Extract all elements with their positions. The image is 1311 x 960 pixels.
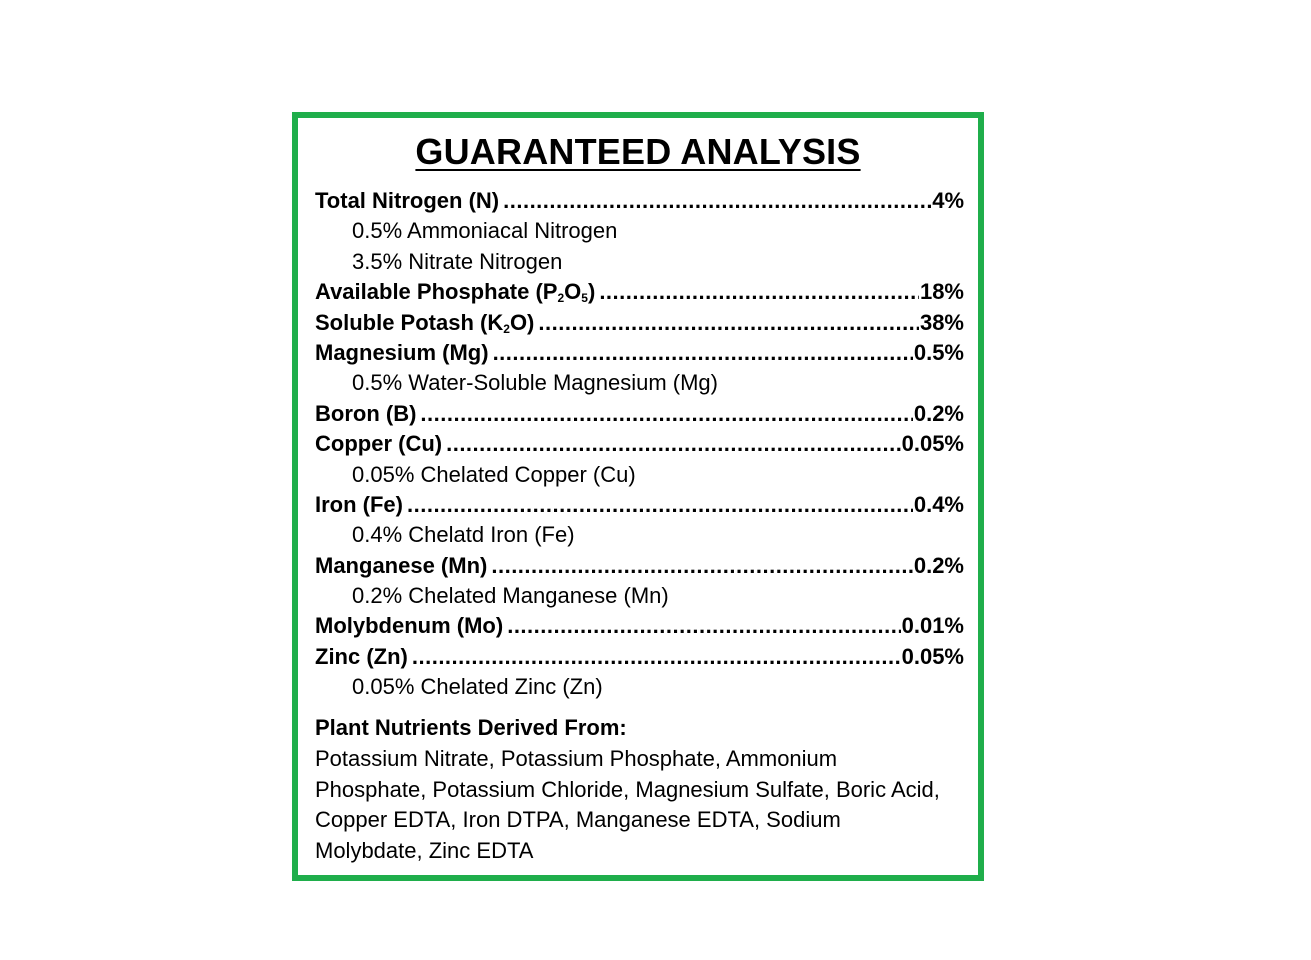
row-name: Total Nitrogen (N) (315, 188, 500, 213)
row-value: 0.01% (901, 613, 964, 639)
row-iron (315, 490, 964, 520)
row-molybdenum (315, 611, 964, 641)
row-value: 0.4% (913, 491, 964, 517)
row-name: Magnesium (Mg) (315, 339, 489, 365)
row-name: Boron (B) (315, 400, 417, 426)
sub-water-soluble-magnesium: 0.5% Water-Soluble Magnesium (Mg) (352, 370, 718, 396)
dot-leader (407, 490, 913, 520)
row-value: 0.05% (901, 643, 964, 669)
guaranteed-analysis-label (292, 112, 984, 881)
derived-from-heading: Plant Nutrients Derived From: (315, 715, 627, 740)
row-value: 0.2% (913, 552, 964, 578)
sub-chelated-copper: 0.05% Chelated Copper (Cu) (352, 461, 636, 487)
row-value: 4% (932, 188, 964, 213)
row-available-phosphate (315, 277, 964, 307)
dot-leader (446, 429, 901, 459)
row-name: Manganese (Mn) (315, 552, 488, 578)
row-value: 0.2% (913, 400, 964, 426)
row-zinc (315, 642, 964, 672)
dot-leader (412, 642, 901, 672)
sub-chelated-manganese: 0.2% Chelated Manganese (Mn) (352, 583, 669, 609)
sub-chelated-iron: 0.4% Chelatd Iron (Fe) (352, 522, 575, 548)
dot-leader (507, 611, 900, 641)
sub-ammoniacal-nitrogen: 0.5% Ammoniacal Nitrogen (352, 218, 618, 244)
label-title (298, 132, 978, 172)
sub-chelated-zinc: 0.05% Chelated Zinc (Zn) (352, 674, 603, 700)
label-title-text: GUARANTEED ANALYSIS (415, 131, 861, 172)
row-value: 0.05% (901, 431, 964, 457)
row-name: Available Phosphate $(P_2O_5)$ (315, 279, 596, 306)
row-name: Molybdenum (Mo) (315, 613, 504, 639)
sub-nitrate-nitrogen: 3.5% Nitrate Nitrogen (352, 248, 563, 274)
derived-from-text: Potassium Nitrate, Potassium Phosphate, Ammonium Phosphate, Potassium Chloride, Magnesium Sulfate, Boric Acid, Copper EDTA, Iron DTPA, Manganese EDTA, Sodium Molybdate, Zinc EDTA (315, 746, 940, 863)
row-soluble-potash (315, 308, 964, 338)
dot-leader (538, 308, 919, 338)
row-copper (315, 429, 964, 459)
row-value: 18% (919, 279, 964, 305)
dot-leader (599, 277, 919, 307)
dot-leader (491, 551, 912, 581)
row-magnesium (315, 338, 964, 368)
row-manganese (315, 551, 964, 581)
row-name: Zinc (Zn) (315, 643, 408, 669)
row-name: Soluble Potash $(K_2O)$ (315, 309, 535, 336)
row-boron (315, 399, 964, 429)
row-total-nitrogen (315, 186, 964, 216)
dot-leader (420, 399, 912, 429)
row-value: 38% (919, 309, 964, 335)
row-name: Iron (Fe) (315, 491, 403, 517)
analysis-rows (315, 186, 964, 703)
row-value: 0.5% (913, 339, 964, 365)
dot-leader (503, 186, 931, 216)
row-name: Copper (Cu) (315, 431, 443, 457)
dot-leader (493, 338, 913, 368)
